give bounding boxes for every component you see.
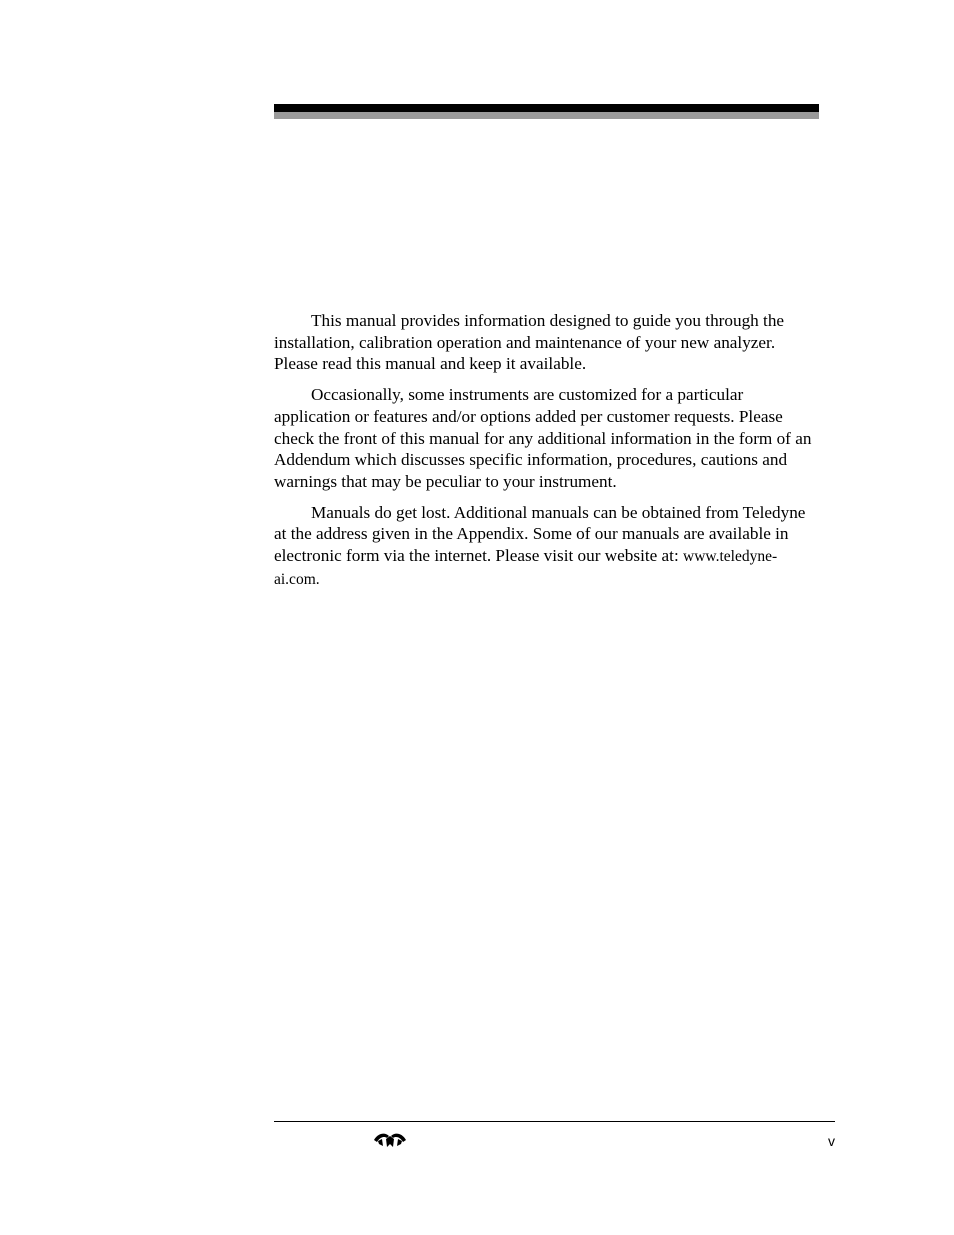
website-link[interactable]: www.teledyne-ai.com. (274, 548, 778, 588)
manual-intro-text (274, 310, 822, 599)
teledyne-logo-icon (372, 1131, 408, 1149)
paragraph-customization: Occasionally, some instruments are customized for a particular application or features and/or options added per customer requests. Please check the front of this manual for any additional information in the form of an Addendum which discusses specific information, procedures, cautions and warnings that may be peculiar to your instrument. (274, 385, 812, 491)
page-number: v (828, 1133, 835, 1149)
footer-rule (274, 1121, 835, 1122)
lost-manuals-text: Manuals do get lost. Additional manuals can be obtained from Teledyne at the address given in the Appendix. Some of our manuals are available in electronic form via the internet. Please visit our website at: (274, 502, 806, 566)
paragraph-lost-manuals (274, 502, 822, 591)
header-rule (274, 104, 819, 119)
header-rule-gray (274, 112, 819, 119)
paragraph-manual-purpose: This manual provides information designed to guide you through the installation, calibration operation and maintenance of your new analyzer. Please read this manual and keep it available. (274, 311, 785, 374)
header-rule-black (274, 104, 819, 112)
